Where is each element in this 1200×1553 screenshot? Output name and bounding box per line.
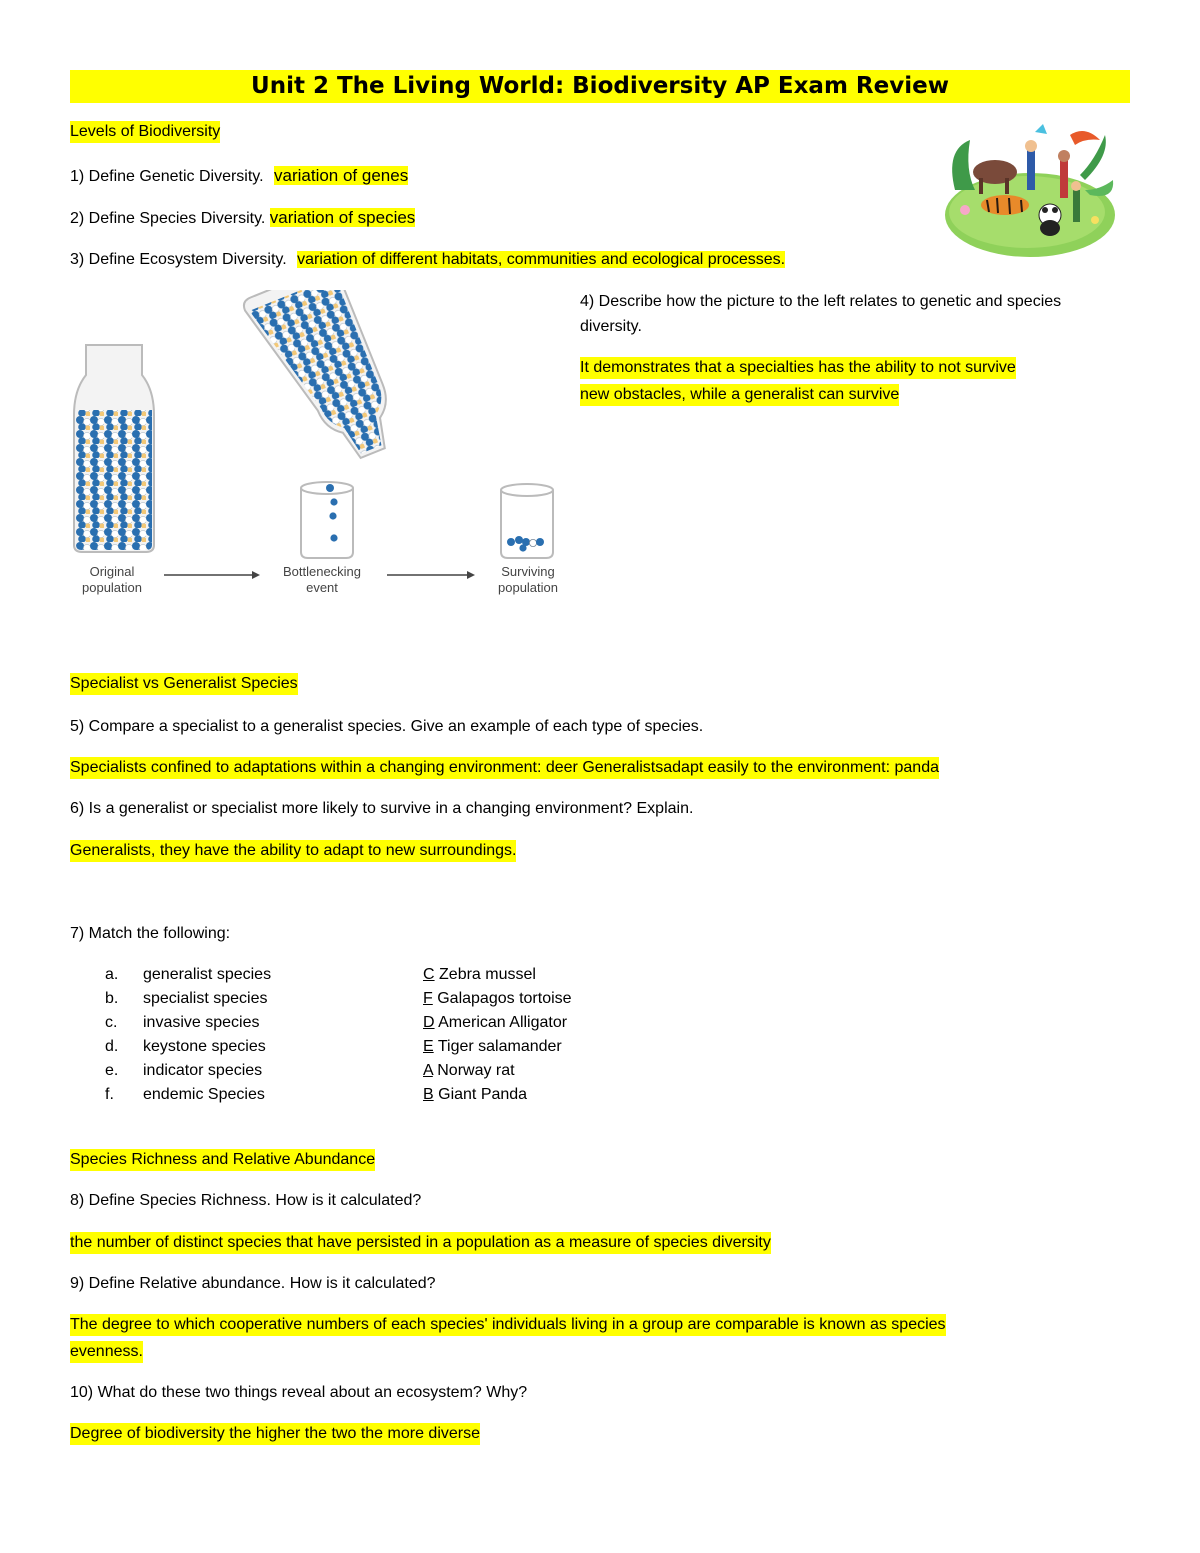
match-left-item bbox=[105, 964, 271, 986]
match-right-item bbox=[423, 1060, 515, 1082]
original-bottle bbox=[74, 345, 154, 552]
answer-8: the number of distinct species that have persisted in a population as a measure of species diversity bbox=[70, 1232, 771, 1254]
answer-10: Degree of biodiversity the higher the two the more diverse bbox=[70, 1423, 480, 1445]
match-right-item bbox=[423, 1084, 527, 1106]
match-left-item bbox=[105, 1036, 266, 1058]
match-example: Galapagos tortoise bbox=[437, 990, 572, 1007]
match-example: Zebra mussel bbox=[439, 966, 536, 983]
label-original-line1: Original bbox=[89, 564, 135, 579]
surviving-glass bbox=[501, 484, 553, 558]
match-term: generalist species bbox=[143, 966, 272, 983]
match-letter: e. bbox=[105, 1062, 119, 1079]
label-surviving-line1: Surviving bbox=[501, 564, 555, 579]
match-term: endemic Species bbox=[143, 1086, 265, 1103]
question-4-line2: diversity. bbox=[580, 318, 642, 335]
match-right-item bbox=[423, 1012, 567, 1034]
match-answer: C bbox=[423, 966, 435, 983]
question-1 bbox=[70, 165, 408, 188]
answer-6: Generalists, they have the ability to adapt to new surroundings. bbox=[70, 840, 516, 862]
question-5: 5) Compare a specialist to a generalist species. Give an example of each type of species. bbox=[70, 718, 704, 735]
answer-4-line1: It demonstrates that a specialties has the ability to not survive bbox=[580, 357, 1016, 379]
answer-4-line2: new obstacles, while a generalist can survive bbox=[580, 384, 899, 406]
match-example: American Alligator bbox=[438, 1014, 568, 1031]
section-heading-specialist: Specialist vs Generalist Species bbox=[70, 673, 298, 695]
match-answer: E bbox=[423, 1038, 434, 1055]
question-9: 9) Define Relative abundance. How is it calculated? bbox=[70, 1275, 436, 1292]
bottleneck-glass bbox=[301, 482, 353, 558]
biodiversity-illustration bbox=[935, 120, 1115, 260]
match-answer: B bbox=[423, 1086, 434, 1103]
match-term: specialist species bbox=[143, 990, 268, 1007]
answer-1: variation of genes bbox=[274, 166, 409, 185]
answer-5: Specialists confined to adaptations within a changing environment: deer Generalistsadapt easily to the environment: panda bbox=[70, 757, 939, 779]
question-1-text: 1) Define Genetic Diversity. bbox=[70, 168, 264, 185]
pouring-bottle bbox=[241, 290, 409, 487]
bottleneck-diagram bbox=[62, 290, 562, 610]
match-left-item bbox=[105, 988, 268, 1010]
match-answer: D bbox=[423, 1014, 435, 1031]
page-title: Unit 2 The Living World: Biodiversity AP Exam Review bbox=[70, 70, 1130, 103]
match-letter: c. bbox=[105, 1014, 118, 1031]
match-term: invasive species bbox=[143, 1014, 260, 1031]
match-right-item bbox=[423, 1036, 562, 1058]
match-left-item bbox=[105, 1012, 260, 1034]
question-2 bbox=[70, 207, 415, 230]
question-8: 8) Define Species Richness. How is it calculated? bbox=[70, 1192, 422, 1209]
label-original-line2: population bbox=[82, 580, 142, 595]
match-letter: a. bbox=[105, 966, 119, 983]
match-example: Giant Panda bbox=[438, 1086, 528, 1103]
answer-2: variation of species bbox=[269, 208, 416, 227]
match-term: keystone species bbox=[143, 1038, 266, 1055]
match-right-item bbox=[423, 988, 572, 1010]
question-10: 10) What do these two things reveal about an ecosystem? Why? bbox=[70, 1384, 528, 1401]
match-answer: A bbox=[423, 1062, 433, 1079]
question-7: 7) Match the following: bbox=[70, 925, 231, 942]
label-surviving-line2: population bbox=[498, 580, 558, 595]
match-letter: f. bbox=[105, 1086, 114, 1103]
label-bottleneck-line2: event bbox=[306, 580, 338, 595]
question-6: 6) Is a generalist or specialist more likely to survive in a changing environment? Explain. bbox=[70, 800, 694, 817]
match-example: Tiger salamander bbox=[437, 1038, 562, 1055]
question-3-text: 3) Define Ecosystem Diversity. bbox=[70, 251, 287, 268]
question-3 bbox=[70, 249, 785, 271]
question-2-text: 2) Define Species Diversity. bbox=[70, 210, 266, 227]
section-heading-richness: Species Richness and Relative Abundance bbox=[70, 1149, 375, 1171]
match-letter: b. bbox=[105, 990, 119, 1007]
match-right-item bbox=[423, 964, 536, 986]
label-bottleneck-line1: Bottlenecking bbox=[282, 564, 362, 579]
match-answer: F bbox=[423, 990, 433, 1007]
answer-9-line1: The degree to which cooperative numbers of each species' individuals living in a group are comparable is known as species bbox=[70, 1314, 946, 1336]
match-left-item bbox=[105, 1084, 265, 1106]
question-4-line1: 4) Describe how the picture to the left relates to genetic and species bbox=[580, 293, 1062, 310]
answer-9-line2: evenness. bbox=[70, 1341, 143, 1363]
match-left-item bbox=[105, 1060, 262, 1082]
match-letter: d. bbox=[105, 1038, 119, 1055]
match-example: Norway rat bbox=[437, 1062, 515, 1079]
answer-3: variation of different habitats, communities and ecological processes. bbox=[297, 251, 786, 268]
match-term: indicator species bbox=[143, 1062, 263, 1079]
section-heading-levels: Levels of Biodiversity bbox=[70, 121, 220, 143]
